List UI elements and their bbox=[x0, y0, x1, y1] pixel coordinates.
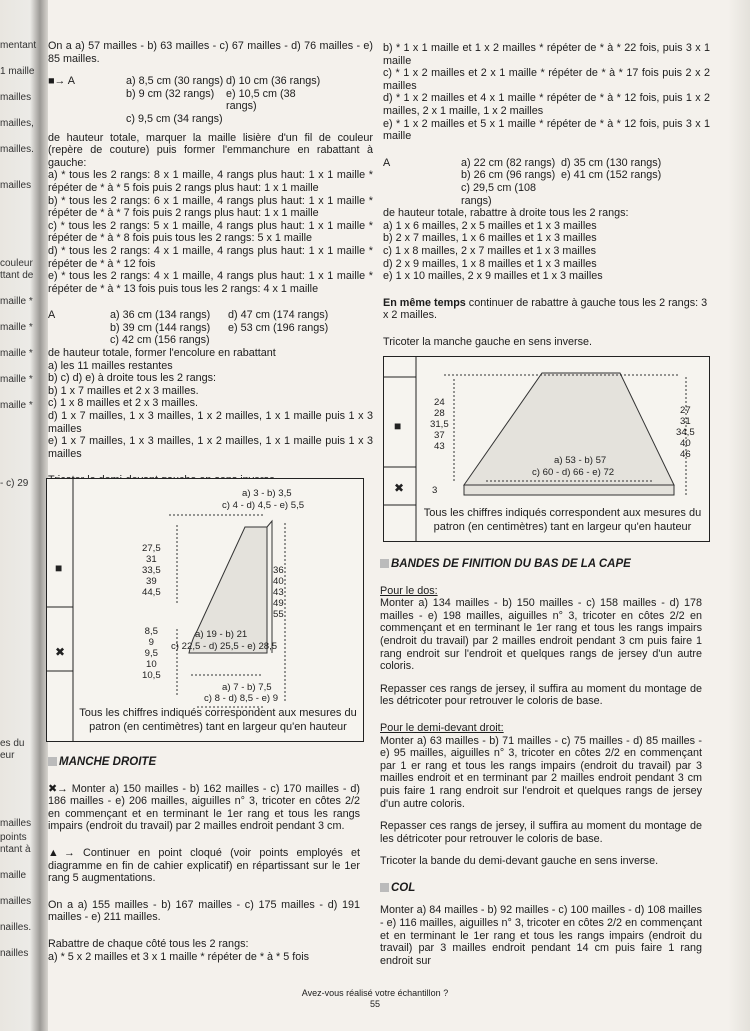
measurement-block bbox=[48, 309, 373, 347]
height-value: 43 bbox=[273, 587, 284, 598]
height-value: 24 bbox=[434, 397, 445, 408]
dim-label: 3 bbox=[432, 485, 438, 496]
margin-snippet: mailles, bbox=[0, 118, 34, 129]
measurements bbox=[110, 309, 338, 347]
diagram-caption: Tous les chiffres indiqués correspondent aux mesures du bbox=[79, 707, 357, 719]
dim-label: a) 3 - b) 3,5 bbox=[242, 488, 292, 499]
height-labels bbox=[142, 543, 161, 598]
front-pattern-diagram bbox=[46, 478, 364, 742]
instruction-list bbox=[48, 169, 373, 295]
list-item: d) 2 x 9 mailles, 1 x 8 mailles et 1 x 3 mailles bbox=[383, 257, 597, 270]
paragraph: de hauteur totale, former l'encolure en rabattant bbox=[48, 347, 276, 360]
marker-label: ■→ A bbox=[48, 75, 75, 88]
paragraph: On a a) 57 mailles - b) 63 mailles - c) 67 mailles - d) 76 mailles - e) 85 mailles. bbox=[48, 40, 373, 65]
measurements bbox=[126, 75, 326, 125]
margin-snippet: maille bbox=[0, 870, 27, 881]
margin-snippet: mailles bbox=[0, 92, 32, 103]
list-item: b) 1 x 7 mailles et 2 x 3 mailles. bbox=[48, 384, 199, 397]
paragraph: Repasser ces rangs de jersey, il suffira au moment du montage de les détricoter pour retrouver le coloris de base. bbox=[380, 820, 702, 845]
list-item: a) * tous les 2 rangs: 8 x 1 maille, 4 rangs plus haut: 1 x 1 maille * répéter de * à * 5 fois puis 2 rangs plus haut: 1 x 1 maille bbox=[48, 169, 373, 194]
list-item: e) * tous les 2 rangs: 4 x 1 maille, 4 rangs plus haut: 1 x 1 maille * répéter de * à * 13 fois puis tous les 2 rangs: 4 x 1 maille bbox=[48, 270, 373, 295]
margin-snippet: couleur bbox=[0, 258, 33, 269]
page-edge bbox=[728, 0, 750, 1031]
section-heading: BANDES DE FINITION DU BAS DE LA CAPE bbox=[380, 558, 702, 571]
paragraph: On a a) 155 mailles - b) 167 mailles - c) 175 mailles - d) 191 mailles - e) 211 mailles. bbox=[48, 898, 360, 924]
left-lower-column bbox=[48, 756, 360, 963]
margin-snippet: mailles bbox=[0, 180, 32, 191]
paragraph: de hauteur totale, rabattre à droite tous les 2 rangs: bbox=[383, 207, 629, 220]
margin-snippet: mailles. bbox=[0, 144, 34, 155]
height-value: 33,5 bbox=[142, 565, 161, 576]
diagram-caption: patron (en centimètres) tant en largeur qu'en hauteur bbox=[89, 721, 347, 733]
list-item: c) 1 x 8 mailles, 2 x 7 mailles et 1 x 3 mailles bbox=[383, 244, 597, 257]
list-item: e) * 1 x 2 mailles et 5 x 1 maille * répéter de * à * 12 fois, puis 3 x 1 maille bbox=[383, 117, 710, 143]
measurement-value: c) 29,5 cm (108 rangs) bbox=[461, 181, 537, 207]
measurement-value: c) 9,5 cm (34 rangs) bbox=[126, 112, 223, 125]
cross-symbol: ✖ bbox=[55, 645, 66, 659]
paragraph: ▲→ Continuer en point cloqué (voir points employés et diagramme en fin de cahier explicatif) en répartissant sur le 1er rang 5 augmentations. bbox=[48, 846, 360, 885]
measurements bbox=[461, 157, 671, 207]
list-item: b) c) d) e) à droite tous les 2 rangs: bbox=[48, 372, 217, 385]
height-value: 37 bbox=[434, 430, 445, 441]
margin-snippet: points bbox=[0, 832, 27, 843]
margin-snippet: maille * bbox=[0, 322, 33, 333]
left-column bbox=[48, 40, 373, 487]
cross-symbol: ✖ bbox=[394, 481, 405, 495]
emphasis: En même temps bbox=[383, 296, 466, 309]
height-value: 43 bbox=[434, 441, 445, 452]
measurement-value: b) 39 cm (144 rangs) bbox=[110, 321, 211, 334]
paragraph: Tricoter la manche gauche en sens inverse. bbox=[383, 335, 593, 348]
dim-label: a) 7 - b) 7,5 bbox=[222, 682, 272, 693]
measurement-value bbox=[228, 334, 338, 347]
list-item: c) 1 x 8 mailles et 2 x 3 mailles. bbox=[48, 397, 199, 410]
height-value: 49 bbox=[273, 598, 284, 609]
paragraph: Monter a) 63 mailles - b) 71 mailles - c) 75 mailles - d) 85 mailles - e) 95 mailles, aiguilles n° 3, tricoter en côtes 2/2 en commençant par 1 er rang et tous les rangs impairs (endroit du travail) par 3 mailles endroit et en terminant par 2 mailles endroit pendant 3 cm puis faire 1 rang endroit sur l'endroit et quelques rangs de jersey d'un autre coloris. bbox=[380, 734, 702, 810]
measurement-value: b) 26 cm (96 rangs) bbox=[461, 169, 556, 182]
height-value: 31,5 bbox=[430, 419, 449, 430]
height-value: 28 bbox=[434, 408, 445, 419]
measurement-value: a) 8,5 cm (30 rangs) bbox=[126, 75, 224, 88]
sleeve-pattern-diagram bbox=[383, 356, 710, 542]
square-symbol: ■ bbox=[55, 561, 63, 575]
margin-snippet: ntant à bbox=[0, 844, 31, 855]
margin-snippet: maille * bbox=[0, 296, 33, 307]
height-labels bbox=[676, 405, 695, 460]
margin-snippet: - c) 29 bbox=[0, 478, 29, 489]
height-value: 9 bbox=[148, 637, 155, 648]
measurement-value: d) 35 cm (130 rangs) bbox=[561, 156, 662, 169]
list-item: b) 2 x 7 mailles, 1 x 6 mailles et 1 x 3 mailles bbox=[383, 232, 597, 245]
height-labels bbox=[430, 397, 449, 452]
margin-snippet: nailles bbox=[0, 948, 29, 959]
list-item: c) * tous les 2 rangs: 5 x 1 maille, 4 rangs plus haut: 1 x 1 maille * répéter de * à * 8 fois puis tous les 2 rangs: 5 x 1 maille bbox=[48, 219, 373, 245]
list-item: d) 1 x 7 mailles, 1 x 3 mailles, 1 x 2 mailles, 1 x 1 maille puis 1 x 3 mailles bbox=[48, 410, 373, 435]
square-symbol: ■ bbox=[394, 419, 402, 433]
height-value: 8,5 bbox=[144, 626, 159, 637]
list-item: b) * 1 x 1 maille et 1 x 2 mailles * répéter de * à * 22 fois, puis 3 x 1 maille bbox=[383, 42, 710, 67]
measurement-value: c) 42 cm (156 rangs) bbox=[110, 334, 210, 347]
instruction-list bbox=[383, 42, 710, 143]
measurement-value bbox=[226, 113, 326, 126]
height-value: 27,5 bbox=[142, 543, 161, 554]
margin-snippet: maille * bbox=[0, 348, 33, 359]
measurement-value bbox=[561, 182, 671, 207]
measurement-value: e) 41 cm (152 rangs) bbox=[561, 169, 662, 182]
measurement-value: a) 36 cm (134 rangs) bbox=[110, 309, 211, 322]
list-item: a) 1 x 6 mailles, 2 x 5 mailles et 1 x 3 mailles bbox=[383, 219, 597, 232]
list-item: a) les 11 mailles restantes bbox=[48, 359, 173, 372]
margin-snippet: es du bbox=[0, 738, 25, 749]
instruction-list bbox=[383, 220, 710, 283]
margin-snippet: mailles bbox=[0, 896, 32, 907]
paragraph: Repasser ces rangs de jersey, il suffira au moment du montage de les détricoter pour retrouver le coloris de base. bbox=[380, 682, 702, 708]
diagram-caption: Tous les chiffres indiqués correspondent aux mesures du bbox=[423, 507, 702, 519]
margin-snippet: mentant bbox=[0, 40, 37, 51]
height-value: 27 bbox=[680, 405, 691, 416]
paragraph: ✖→ Monter a) 150 mailles - b) 162 mailles - c) 170 mailles - d) 186 mailles - e) 206 mailles, aiguilles n° 3, tricoter en côtes 2/2 en commençant et en terminant le 1er rang et tous les rangs impairs (endroit du travail) par 2 mailles endroit pendant 3 cm. bbox=[48, 782, 360, 833]
dim-label: c) 4 - d) 4,5 - e) 5,5 bbox=[222, 500, 305, 511]
paragraph: Monter a) 134 mailles - b) 150 mailles - c) 158 mailles - d) 178 mailles - e) 198 mailles, aiguilles n° 3, tricoter en côtes 2/2 en commençant et en terminant le 1er rang et tous les rangs impairs (endroit du travail) par 2 mailles endroit pendant 3 cm puis faire 1 rang endroit sur l'endroit et quelques rangs de jersey d'un autre coloris. bbox=[380, 597, 702, 673]
height-value: 40 bbox=[680, 438, 691, 449]
height-value: 40 bbox=[273, 576, 284, 587]
section-heading: MANCHE DROITE bbox=[48, 756, 360, 769]
measurement-value: d) 47 cm (174 rangs) bbox=[228, 309, 329, 322]
margin-snippet: 1 maille bbox=[0, 66, 35, 77]
right-column bbox=[383, 42, 710, 348]
height-value: 31 bbox=[680, 416, 691, 427]
height-value: 44,5 bbox=[142, 587, 161, 598]
height-value: 31 bbox=[146, 554, 157, 565]
height-value: 36 bbox=[273, 565, 284, 576]
margin-snippet: nailles. bbox=[0, 922, 32, 933]
height-value: 10 bbox=[146, 659, 157, 670]
list-item: e) 1 x 10 mailles, 2 x 9 mailles et 1 x 3 mailles bbox=[383, 270, 603, 283]
marker-label: A bbox=[48, 309, 56, 322]
paragraph: a) * 5 x 2 mailles et 3 x 1 maille * répéter de * à * 5 fois bbox=[48, 950, 310, 963]
list-item: d) * 1 x 2 mailles et 4 x 1 maille * répéter de * à * 12 fois, puis 1 x 2 mailles, 2 x 1 maille, 1 x 2 mailles bbox=[383, 92, 710, 117]
list-item: b) * tous les 2 rangs: 6 x 1 maille, 4 rangs plus haut: 1 x 1 maille * répéter de * à * 7 fois puis 2 rangs plus haut: 1 x 1 maille bbox=[48, 194, 373, 220]
height-value: 9,5 bbox=[144, 648, 159, 659]
margin-snippet: mailles bbox=[0, 818, 32, 829]
measurement-value: a) 22 cm (82 rangs) bbox=[461, 156, 556, 169]
marker-label: A bbox=[383, 156, 391, 169]
height-labels bbox=[273, 565, 284, 620]
margin-snippet: maille * bbox=[0, 400, 33, 411]
diagram-caption: patron (en centimètres) tant en largeur qu'en hauteur bbox=[433, 521, 692, 533]
right-lower-column bbox=[380, 558, 702, 967]
footer-question: Avez-vous réalisé votre échantillon ? bbox=[301, 988, 449, 998]
paragraph: Tricoter la bande du demi-devant gauche en sens inverse. bbox=[380, 855, 659, 868]
dim-label: a) 19 - b) 21 bbox=[195, 629, 248, 640]
height-value: 34,5 bbox=[676, 427, 695, 438]
measurement-value: e) 53 cm (196 rangs) bbox=[228, 321, 329, 334]
height-labels bbox=[142, 626, 161, 681]
height-value: 46 bbox=[680, 449, 691, 460]
subheading: Pour le dos: bbox=[380, 584, 438, 597]
measurement-block bbox=[383, 157, 710, 207]
dim-label: c) 8 - d) 8,5 - e) 9 bbox=[204, 693, 279, 704]
paragraph: Monter a) 84 mailles - b) 92 mailles - c) 100 mailles - d) 108 mailles - e) 116 mailles, aiguilles n° 3, tricoter en côtes 2/2 en commençant et en terminant le 1er rang et tous les rangs impairs (endroit du travail) par 3 mailles endroit pendant 14 cm puis faire 1 rang endroit sur bbox=[380, 904, 702, 967]
list-item: e) 1 x 7 mailles, 1 x 3 mailles, 1 x 2 mailles, 1 x 1 maille puis 1 x 3 mailles bbox=[48, 435, 373, 460]
measurement-value: b) 9 cm (32 rangs) bbox=[126, 87, 215, 100]
section-heading: COL bbox=[380, 882, 702, 895]
height-value: 10,5 bbox=[142, 670, 161, 681]
height-value: 39 bbox=[146, 576, 157, 587]
dim-label: a) 53 - b) 57 bbox=[554, 455, 607, 466]
measurement-block bbox=[48, 75, 373, 125]
list-item: d) * tous les 2 rangs: 4 x 1 maille, 4 rangs plus haut: 1 x 1 maille * répéter de * à * 12 fois bbox=[48, 244, 373, 270]
measurement-value: e) 10,5 cm (38 rangs) bbox=[226, 87, 296, 113]
dim-label: c) 22,5 - d) 25,5 - e) 28,5 bbox=[171, 641, 278, 652]
paragraph: Rabattre de chaque côté tous les 2 rangs: bbox=[48, 937, 249, 950]
list-item: c) * 1 x 2 mailles et 2 x 1 maille * répéter de * à * 17 fois puis 2 x 2 mailles bbox=[383, 67, 710, 92]
paragraph: de hauteur totale, marquer la maille lisière d'un fil de couleur (repère de couture) puis former l'emmanchure en rabattant à gauche: bbox=[48, 131, 373, 169]
margin-snippet: eur bbox=[0, 750, 15, 761]
margin-snippet: maille * bbox=[0, 374, 33, 385]
height-value: 55 bbox=[273, 609, 284, 620]
paragraph: En même temps continuer de rabattre à gauche tous les 2 rangs: 3 x 2 mailles. bbox=[383, 296, 708, 322]
margin-snippet: ttant de bbox=[0, 270, 34, 281]
subheading: Pour le demi-devant droit: bbox=[380, 721, 504, 734]
instruction-list bbox=[48, 360, 373, 461]
page-number: 55 bbox=[369, 999, 380, 1009]
measurement-value: d) 10 cm (36 rangs) bbox=[226, 75, 321, 88]
dim-label: c) 60 - d) 66 - e) 72 bbox=[532, 467, 615, 478]
